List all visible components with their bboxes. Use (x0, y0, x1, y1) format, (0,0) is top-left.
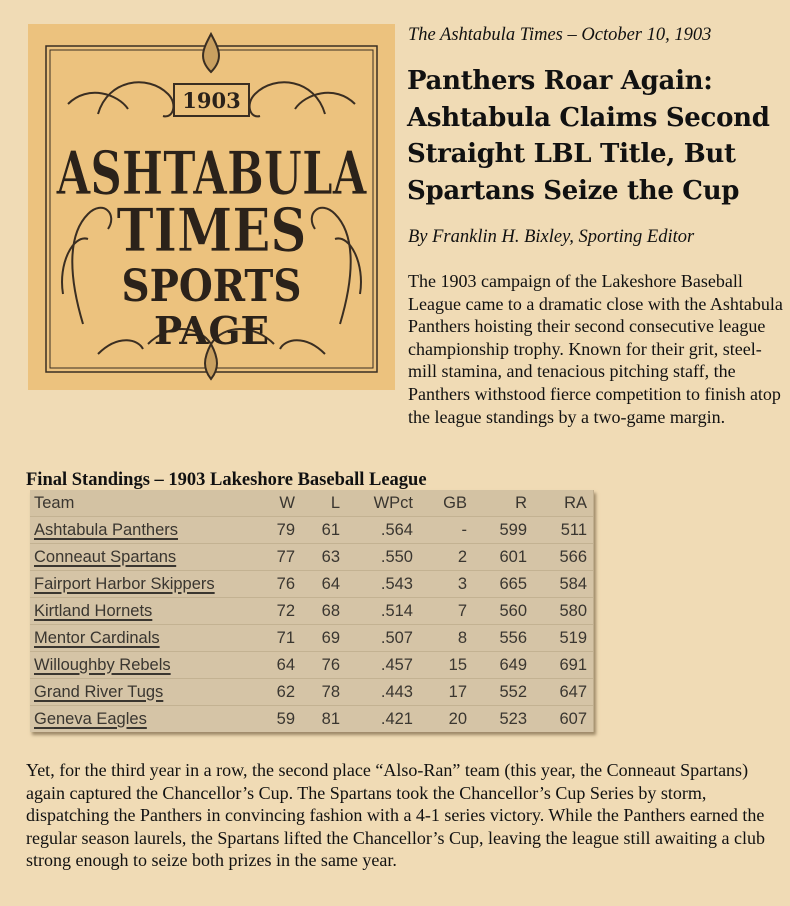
team-link[interactable]: Kirtland Hornets (34, 601, 153, 620)
dateline: The Ashtabula Times – October 10, 1903 (408, 25, 712, 45)
wins-cell: 59 (256, 706, 301, 733)
table-row (30, 544, 593, 571)
gb-cell: 8 (419, 625, 473, 652)
runs-cell: 560 (473, 598, 533, 625)
logo-year: 1903 (182, 88, 241, 113)
wins-cell: 79 (256, 517, 301, 544)
table-row (30, 652, 593, 679)
losses-cell: 81 (301, 706, 346, 733)
column-header-wpct[interactable]: WPct (346, 490, 419, 517)
column-header-r[interactable]: R (473, 490, 533, 517)
wins-cell: 62 (256, 679, 301, 706)
runs-allowed-cell: 519 (533, 625, 593, 652)
gb-cell: - (419, 517, 473, 544)
wpct-cell: .564 (346, 517, 419, 544)
wins-cell: 76 (256, 571, 301, 598)
runs-cell: 665 (473, 571, 533, 598)
team-link[interactable]: Geneva Eagles (34, 709, 147, 728)
table-row (30, 625, 593, 652)
column-header-l[interactable]: L (301, 490, 346, 517)
wins-cell: 71 (256, 625, 301, 652)
gb-cell: 3 (419, 571, 473, 598)
runs-allowed-cell: 647 (533, 679, 593, 706)
article-paragraph-1-container (26, 270, 786, 428)
team-link[interactable]: Ashtabula Panthers (34, 520, 179, 539)
runs-allowed-cell: 607 (533, 706, 593, 733)
logo-wrap-spacer (26, 270, 408, 406)
losses-cell: 69 (301, 625, 346, 652)
team-link[interactable]: Grand River Tugs (34, 682, 164, 701)
standings-title: Final Standings – 1903 Lakeshore Baseball League (26, 470, 427, 490)
column-header-w[interactable]: W (256, 490, 301, 517)
wpct-cell: .421 (346, 706, 419, 733)
table-row (30, 517, 593, 544)
team-link[interactable]: Mentor Cardinals (34, 628, 160, 647)
losses-cell: 64 (301, 571, 346, 598)
table-row (30, 571, 593, 598)
logo-line-ashtabula: ASHTABULA (55, 139, 368, 209)
runs-cell: 523 (473, 706, 533, 733)
article-paragraph-2: Yet, for the third year in a row, the second place “Also-Ran” team (this year, the Conneaut Spartans) again captured the Chancellor’s Cup. The Spartans took the Chancellor’s Cup Series by storm, dispatching the Panthers in convincing fashion with a 4-1 series victory. While the Panthers earned the regular season laurels, the Spartans lifted the Chancellor’s Cup, leaving the league still awaiting a club strong enough to seize both prizes in the same year. (26, 760, 765, 871)
runs-cell: 599 (473, 517, 533, 544)
runs-cell: 556 (473, 625, 533, 652)
runs-allowed-cell: 511 (533, 517, 593, 544)
standings-header-row (30, 490, 593, 517)
runs-allowed-cell: 691 (533, 652, 593, 679)
losses-cell: 61 (301, 517, 346, 544)
losses-cell: 78 (301, 679, 346, 706)
wpct-cell: .457 (346, 652, 419, 679)
wins-cell: 64 (256, 652, 301, 679)
wpct-cell: .507 (346, 625, 419, 652)
standings-table (30, 490, 594, 732)
gb-cell: 15 (419, 652, 473, 679)
losses-cell: 68 (301, 598, 346, 625)
team-link[interactable]: Willoughby Rebels (34, 655, 171, 674)
table-row (30, 598, 593, 625)
wins-cell: 72 (256, 598, 301, 625)
article-paragraph-1: The 1903 campaign of the Lakeshore Baseball League came to a dramatic close with the Ashtabula Panthers hoisting their second consecutive league championship trophy. Known for their grit, steel-mill stamina, and tenacious pitching staff, the Panthers withstood fierce competition to finish atop the league standings by a two-game margin. (408, 271, 783, 427)
team-link[interactable]: Conneaut Spartans (34, 547, 177, 566)
runs-cell: 649 (473, 652, 533, 679)
logo-line-times: TIMES (116, 196, 307, 266)
gb-cell: 2 (419, 544, 473, 571)
gb-cell: 17 (419, 679, 473, 706)
logo-line-sports: SPORTS (121, 261, 302, 312)
losses-cell: 76 (301, 652, 346, 679)
wpct-cell: .443 (346, 679, 419, 706)
headline: Panthers Roar Again: Ashtabula Claims Second Straight LBL Title, But Spartans Seize the Cup (407, 66, 770, 206)
wpct-cell: .514 (346, 598, 419, 625)
gb-cell: 20 (419, 706, 473, 733)
column-header-team[interactable]: Team (30, 490, 256, 517)
column-header-gb[interactable]: GB (419, 490, 473, 517)
byline: By Franklin H. Bixley, Sporting Editor (408, 227, 695, 247)
wins-cell: 77 (256, 544, 301, 571)
table-row (30, 679, 593, 706)
gb-cell: 7 (419, 598, 473, 625)
runs-cell: 601 (473, 544, 533, 571)
runs-allowed-cell: 580 (533, 598, 593, 625)
logo-line-page: PAGE (154, 308, 269, 353)
wpct-cell: .550 (346, 544, 419, 571)
runs-allowed-cell: 584 (533, 571, 593, 598)
column-header-ra[interactable]: RA (533, 490, 593, 517)
wpct-cell: .543 (346, 571, 419, 598)
losses-cell: 63 (301, 544, 346, 571)
runs-allowed-cell: 566 (533, 544, 593, 571)
runs-cell: 552 (473, 679, 533, 706)
team-link[interactable]: Fairport Harbor Skippers (34, 574, 215, 593)
table-row (30, 706, 593, 733)
